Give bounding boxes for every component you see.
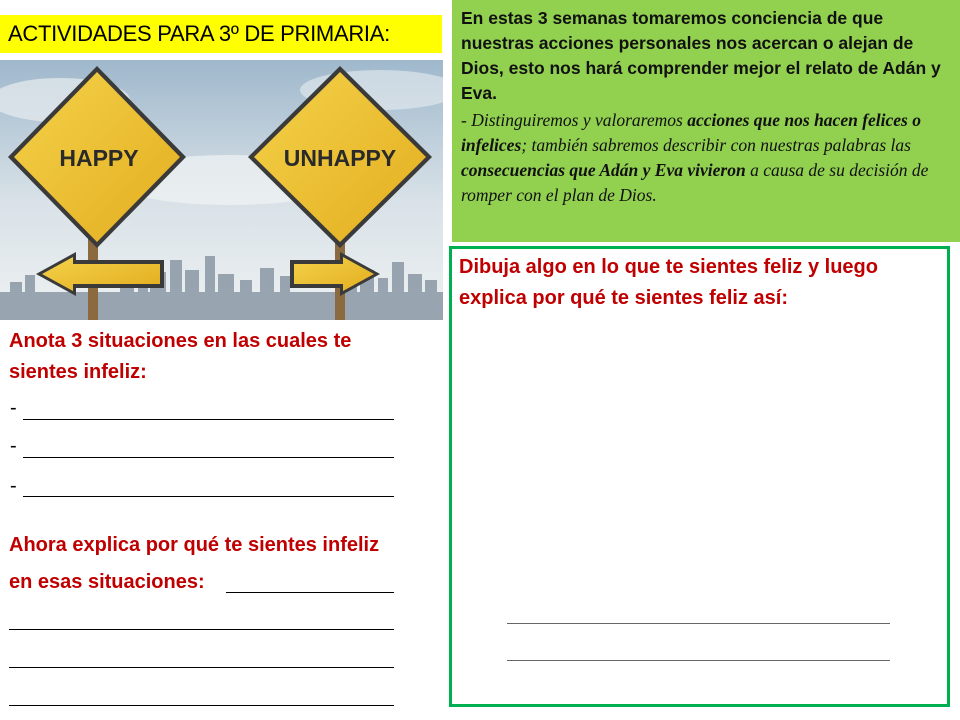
answer-line[interactable] <box>226 592 394 593</box>
answer-line[interactable] <box>23 419 394 420</box>
prompt-draw-happy: Dibuja algo en lo que te sientes feliz y luego explica por qué te sientes feliz así: <box>459 256 878 309</box>
prompt-unhappy-situations: Anota 3 situaciones en las cuales te sientes infeliz: <box>9 330 352 383</box>
answer-line[interactable] <box>9 667 394 668</box>
answer-line[interactable] <box>507 623 890 624</box>
svg-text:UNHAPPY: UNHAPPY <box>283 145 397 171</box>
svg-text:HAPPY: HAPPY <box>59 145 139 171</box>
objective-emphasis: consecuencias que Adán y Eva vivieron <box>461 160 746 180</box>
answer-line[interactable] <box>23 457 394 458</box>
objective-text: a causa de su decisión de romper con el plan de Dios. <box>461 160 929 205</box>
objective-text: ; también sabremos describir con nuestras palabras las <box>521 135 911 155</box>
intro-paragraph: En estas 3 semanas tomaremos conciencia de que nuestras acciones personales nos acercan o alejan de Dios, esto nos hará comprender mejor el relato de Adán y Eva. <box>461 8 941 103</box>
drawing-area[interactable] <box>449 246 950 707</box>
objective-text: - Distinguiremos y valoraremos <box>461 110 688 130</box>
bullet-dash: - <box>10 397 17 419</box>
answer-line[interactable] <box>23 496 394 497</box>
page-title: ACTIVIDADES PARA 3º DE PRIMARIA: <box>8 21 390 46</box>
answer-line[interactable] <box>9 629 394 630</box>
objective-paragraph <box>461 108 956 208</box>
answer-line[interactable] <box>507 660 890 661</box>
prompt-explain-line2: en esas situaciones: <box>9 571 205 593</box>
bullet-dash: - <box>10 435 17 457</box>
happy-unhappy-signs-image <box>0 60 443 320</box>
bullet-dash: - <box>10 475 17 497</box>
objective-emphasis: acciones que nos hacen felices o infelices <box>461 110 921 155</box>
prompt-explain-line1: Ahora explica por qué te sientes infeliz <box>9 534 380 556</box>
answer-line[interactable] <box>9 705 394 706</box>
